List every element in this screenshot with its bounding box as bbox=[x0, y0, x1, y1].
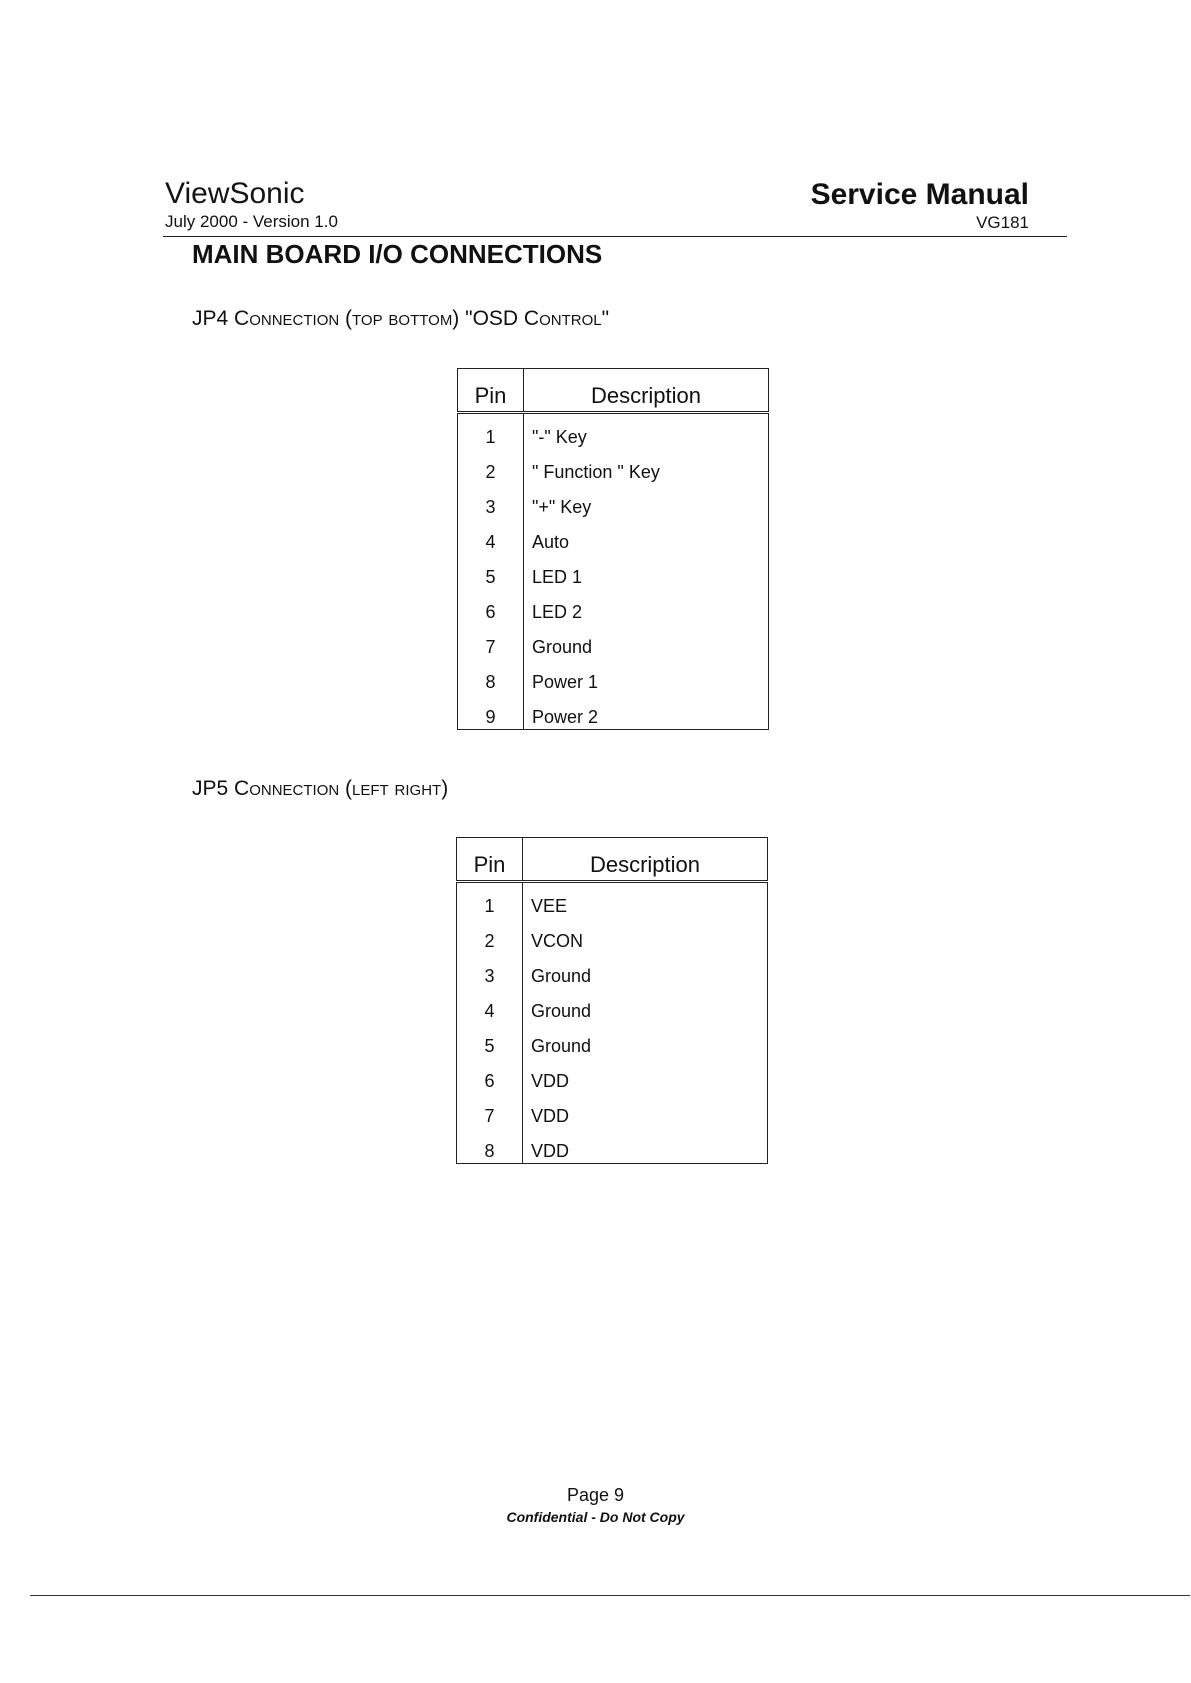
table-row bbox=[457, 988, 768, 1023]
column-header-pin: Pin bbox=[458, 369, 524, 413]
pin-description: Power 2 bbox=[532, 707, 599, 727]
table-row bbox=[457, 918, 768, 953]
jp5-pin-table bbox=[456, 837, 768, 1164]
jp4-pin-table bbox=[457, 368, 769, 730]
pin-number: 4 bbox=[458, 519, 524, 554]
pin-description: LED 1 bbox=[532, 567, 583, 587]
table-row bbox=[457, 882, 768, 919]
jp4-heading-text: Connection (top bottom) "OSD Control" bbox=[234, 307, 610, 330]
pin-number: 5 bbox=[457, 1023, 523, 1058]
table-row bbox=[458, 519, 769, 554]
pin-description: Ground bbox=[531, 1001, 592, 1021]
pin-description: VDD bbox=[531, 1071, 570, 1091]
jp5-heading-text: Connection (left right) bbox=[234, 777, 449, 800]
table-row bbox=[458, 659, 769, 694]
version-line: July 2000 - Version 1.0 bbox=[165, 212, 338, 231]
pin-number: 6 bbox=[457, 1058, 523, 1093]
table-row bbox=[458, 694, 769, 730]
jp5-heading bbox=[192, 776, 448, 802]
manual-title: Service Manual bbox=[810, 178, 1029, 211]
pin-number: 1 bbox=[457, 882, 523, 919]
pin-number: 8 bbox=[458, 659, 524, 694]
pin-number: 1 bbox=[458, 413, 524, 450]
pin-description: Auto bbox=[532, 532, 570, 552]
pin-number: 7 bbox=[458, 624, 524, 659]
pin-description: Ground bbox=[531, 966, 592, 986]
pin-description: VDD bbox=[531, 1106, 570, 1126]
pin-number: 6 bbox=[458, 589, 524, 624]
pin-number: 2 bbox=[458, 449, 524, 484]
table-row bbox=[457, 953, 768, 988]
table-row bbox=[458, 589, 769, 624]
table-row bbox=[458, 449, 769, 484]
pin-number: 7 bbox=[457, 1093, 523, 1128]
pin-description: VEE bbox=[531, 896, 568, 916]
table-row bbox=[458, 624, 769, 659]
page-number: Page 9 bbox=[566, 1485, 625, 1505]
table-row bbox=[457, 1023, 768, 1058]
pin-description: Ground bbox=[531, 1036, 592, 1056]
model-number: VG181 bbox=[976, 213, 1029, 232]
table-row bbox=[458, 413, 769, 450]
column-header-description: Description bbox=[523, 838, 768, 882]
table-row bbox=[457, 1093, 768, 1128]
jp5-heading-id: JP5 bbox=[192, 777, 229, 800]
table-row bbox=[458, 484, 769, 519]
column-header-pin: Pin bbox=[457, 838, 523, 882]
table-header-row bbox=[457, 838, 768, 882]
section-title: MAIN BOARD I/O CONNECTIONS bbox=[192, 239, 603, 269]
table-row bbox=[457, 1128, 768, 1164]
pin-number: 3 bbox=[458, 484, 524, 519]
pin-number: 5 bbox=[458, 554, 524, 589]
pin-description: " Function " Key bbox=[532, 462, 660, 482]
brand-name: ViewSonic bbox=[165, 177, 305, 210]
header-rule bbox=[163, 236, 1067, 237]
pin-number: 2 bbox=[457, 918, 523, 953]
pin-description: "+" Key bbox=[532, 497, 592, 517]
pin-description: Power 1 bbox=[532, 672, 599, 692]
pin-number: 9 bbox=[458, 694, 524, 730]
pin-description: "-" Key bbox=[532, 427, 587, 447]
jp4-heading bbox=[192, 306, 609, 332]
footer-rule bbox=[30, 1595, 1190, 1596]
jp4-heading-id: JP4 bbox=[192, 307, 229, 330]
table-header-row bbox=[458, 369, 769, 413]
column-header-description: Description bbox=[524, 369, 769, 413]
pin-number: 4 bbox=[457, 988, 523, 1023]
table-row bbox=[458, 554, 769, 589]
pin-description: LED 2 bbox=[532, 602, 583, 622]
pin-description: VCON bbox=[531, 931, 584, 951]
pin-description: Ground bbox=[532, 637, 593, 657]
pin-number: 8 bbox=[457, 1128, 523, 1164]
table-row bbox=[457, 1058, 768, 1093]
confidential-notice: Confidential - Do Not Copy bbox=[506, 1509, 685, 1525]
pin-description: VDD bbox=[531, 1141, 570, 1161]
pin-number: 3 bbox=[457, 953, 523, 988]
